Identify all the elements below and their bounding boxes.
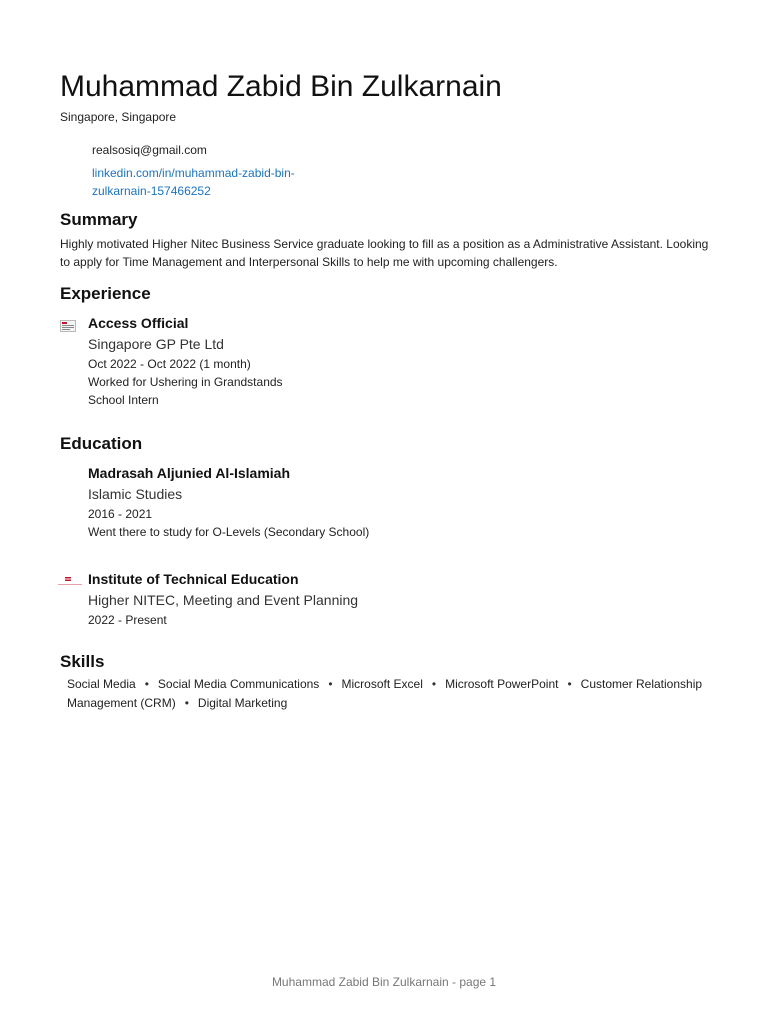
- education-entry-body: [88, 464, 688, 541]
- skill-separator: •: [144, 677, 149, 691]
- email-text: realsosiq@gmail.com: [92, 143, 207, 157]
- job-dates: Oct 2022 - Oct 2022 (1 month): [88, 357, 251, 371]
- study-dates: 2016 - 2021: [88, 507, 153, 521]
- skill-separator: •: [184, 696, 189, 710]
- experience-heading: Experience: [60, 284, 151, 303]
- experience-entry-body: [88, 314, 688, 409]
- study-dates: 2022 - Present: [88, 613, 167, 627]
- skill-item: Microsoft Excel: [341, 677, 423, 691]
- study-field: Higher NITEC, Meeting and Event Planning: [88, 592, 359, 608]
- skill-separator: •: [567, 677, 572, 691]
- job-description-line: Worked for Ushering in Grandstands: [88, 375, 283, 389]
- summary-heading: Summary: [60, 210, 138, 229]
- skill-item: Digital Marketing: [197, 696, 288, 710]
- job-title: Access Official: [88, 315, 189, 331]
- education-entry-body: [88, 570, 688, 629]
- skill-item: Social Media Communications: [157, 677, 320, 691]
- school-name: Institute of Technical Education: [88, 571, 299, 587]
- study-field: Islamic Studies: [88, 486, 183, 502]
- school-logo-icon: [58, 573, 82, 585]
- education-heading: Education: [60, 434, 143, 453]
- candidate-name: Muhammad Zabid Bin Zulkarnain: [60, 70, 502, 103]
- job-description-line: School Intern: [88, 393, 159, 407]
- linkedin-link[interactable]: linkedin.com/in/muhammad-zabid-bin-zulkarnain-157466252: [92, 166, 295, 198]
- company-name: Singapore GP Pte Ltd: [88, 336, 224, 352]
- page-footer: Muhammad Zabid Bin Zulkarnain - page 1: [271, 975, 497, 989]
- skill-separator: •: [328, 677, 333, 691]
- school-name: Madrasah Aljunied Al-Islamiah: [88, 465, 291, 481]
- company-logo-icon: [60, 319, 78, 331]
- skill-separator: •: [431, 677, 437, 691]
- skill-item: Social Media: [67, 677, 136, 691]
- skills-list: [67, 675, 707, 713]
- skill-item: Customer Relationship Management (CRM): [67, 677, 703, 710]
- skill-item: Microsoft PowerPoint: [445, 677, 559, 691]
- study-note: Went there to study for O-Levels (Secondary School): [88, 525, 370, 539]
- candidate-location: Singapore, Singapore: [60, 110, 177, 124]
- skills-heading: Skills: [60, 652, 105, 671]
- summary-text: Highly motivated Higher Nitec Business Service graduate looking to fill as a position as a Administrative Assistant. Looking to apply for Time Management and Interpersonal Skills to help me with upcoming challengers.: [60, 237, 709, 269]
